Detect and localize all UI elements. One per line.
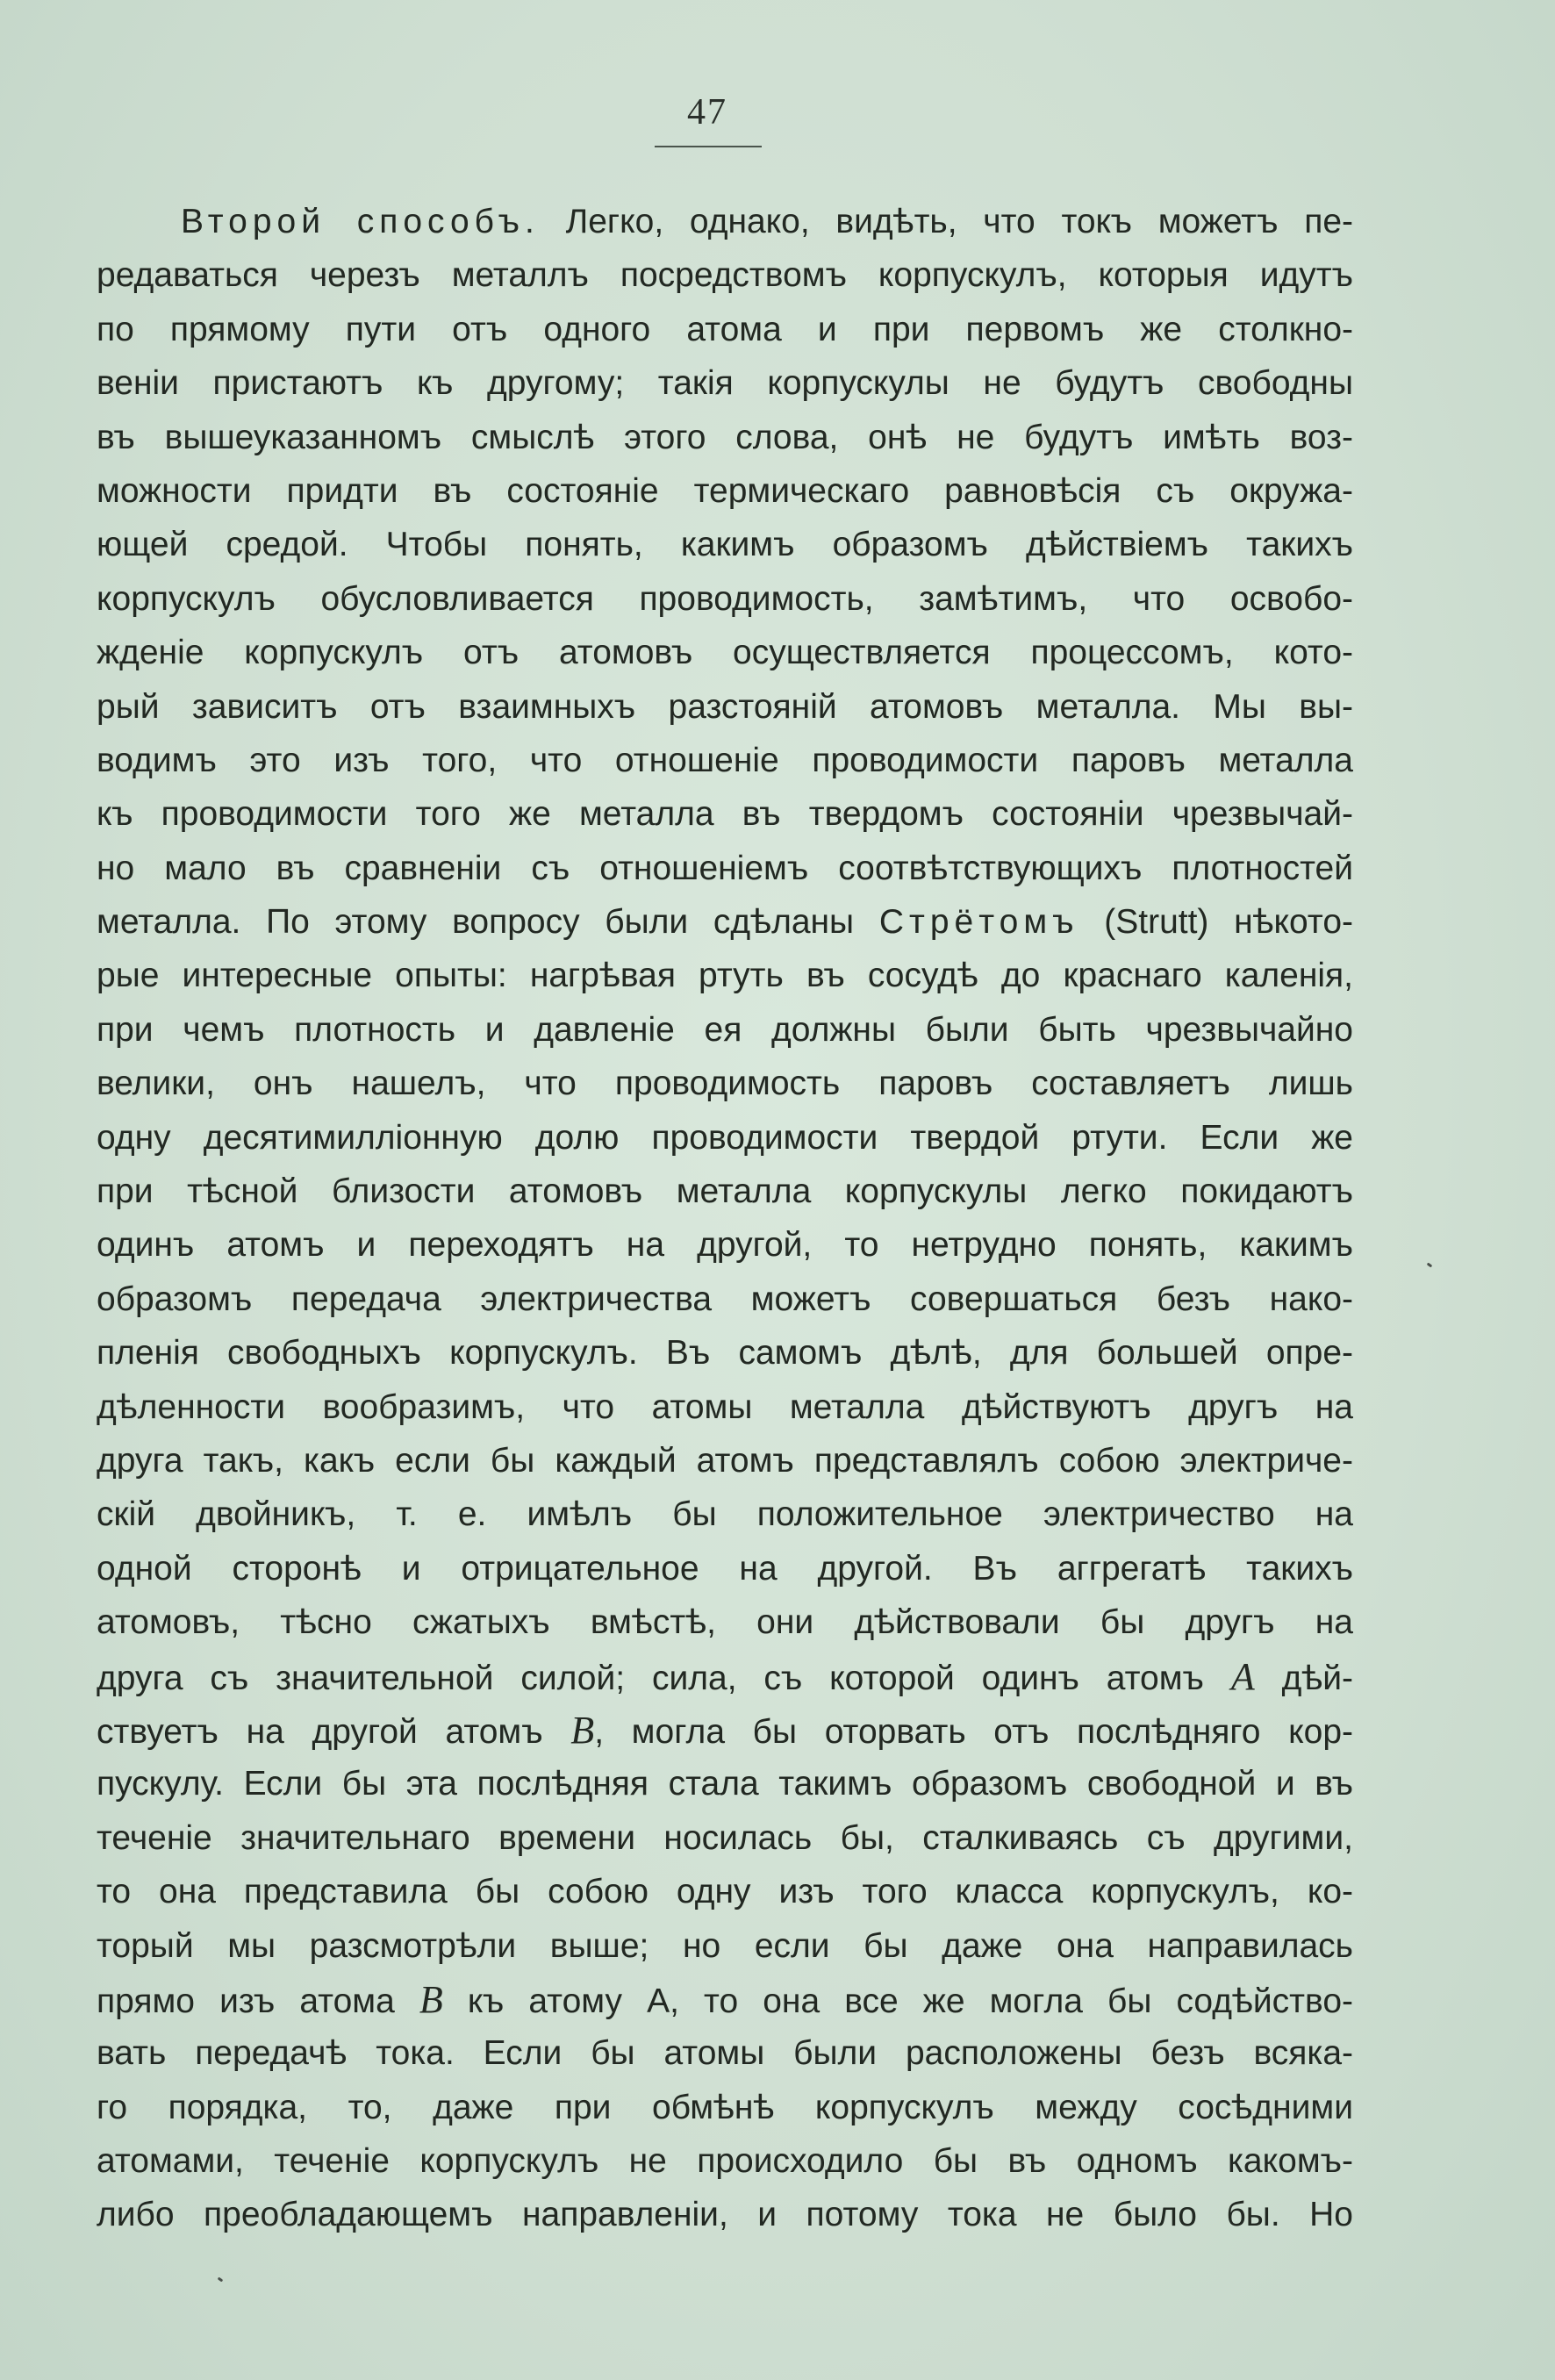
- text-run: жденіе корпускулъ отъ атомовъ осуществляется процессомъ, кото-: [97, 634, 1353, 672]
- text-line: [97, 1488, 1353, 1541]
- text-line: [97, 1542, 1353, 1595]
- text-line: [97, 1326, 1353, 1380]
- text-run: атомами, теченіе корпускулъ не происходило бы въ одномъ какомъ-: [97, 2142, 1353, 2181]
- text-line: [97, 734, 1353, 787]
- page-number: 47: [687, 92, 727, 133]
- text-line: [97, 2188, 1353, 2241]
- text-run: ствуетъ на другой атомъ: [97, 1712, 571, 1751]
- text-run: атомовъ, тѣсно сжатыхъ вмѣстѣ, они дѣйствовали бы другъ на: [97, 1603, 1353, 1642]
- text-run: веніи пристаютъ къ другому; такія корпускулы не будутъ свободны: [97, 364, 1353, 403]
- text-line: [97, 1380, 1353, 1434]
- text-run: друга съ значительной силой; сила, съ которой одинъ атомъ: [97, 1659, 1231, 1697]
- text-line: [97, 2081, 1353, 2134]
- text-line: [97, 248, 1353, 302]
- text-line: [97, 1111, 1353, 1165]
- text-run: одну десятимилліонную долю проводимости твердой ртути. Если же: [97, 1118, 1353, 1157]
- paper-speck: [218, 2277, 224, 2283]
- paper-speck: [1427, 1263, 1433, 1268]
- text-run: къ атому А, то она все же могла бы содѣйство-: [442, 1982, 1353, 2020]
- text-run: велики, онъ нашелъ, что проводимость паровъ составляетъ лишь: [97, 1065, 1353, 1103]
- text-line: [97, 303, 1353, 356]
- text-run: корпускулъ обусловливается проводимость, замѣтимъ, что освобо-: [97, 579, 1353, 618]
- text-line: [97, 787, 1353, 841]
- text-line: [97, 895, 1353, 949]
- text-line: [97, 1919, 1353, 1973]
- text-run: торый мы разсмотрѣли выше; но если бы даже она направилась: [97, 1926, 1353, 1965]
- text-run: по прямому пути отъ одного атома и при первомъ же столкно-: [97, 310, 1353, 348]
- text-run: пленія свободныхъ корпускулъ. Въ самомъ дѣлѣ, для большей опре-: [97, 1334, 1353, 1373]
- text-line: [97, 1165, 1353, 1218]
- text-run: къ проводимости того же металла въ твердомъ состояніи чрезвычай-: [97, 795, 1353, 834]
- text-line: [97, 842, 1353, 895]
- body-text: [97, 195, 1353, 2242]
- text-line: [97, 1272, 1353, 1326]
- text-run: (Strutt) нѣкото-: [1078, 903, 1353, 942]
- text-run: , могла бы оторвать отъ послѣдняго кор-: [594, 1712, 1353, 1751]
- text-line: [97, 680, 1353, 734]
- text-line: [97, 1973, 1353, 2026]
- text-line: [97, 572, 1353, 626]
- text-line: [97, 1811, 1353, 1865]
- text-run: въ вышеуказанномъ смыслѣ этого слова, онѣ не будутъ имѣть воз-: [97, 418, 1353, 456]
- text-line: [97, 2026, 1353, 2080]
- text-run: образомъ передача электричества можетъ совершаться безъ нако-: [97, 1280, 1353, 1318]
- text-run: ющей средой. Чтобы понять, какимъ образомъ дѣйствіемъ такихъ: [97, 526, 1353, 564]
- text-line: [97, 1650, 1353, 1703]
- text-line: [97, 1218, 1353, 1272]
- text-run: скій двойникъ, т. е. имѣлъ бы положительное электричество на: [97, 1495, 1353, 1534]
- italic-symbol: B: [419, 1977, 443, 2021]
- text-line: [97, 1595, 1353, 1649]
- text-run: друга такъ, какъ если бы каждый атомъ представлялъ собою электриче-: [97, 1441, 1353, 1480]
- text-run: Легко, однако, видѣть, что токъ можетъ пе-: [539, 203, 1353, 240]
- text-run: металла. По этому вопросу были сдѣланы: [97, 903, 879, 942]
- text-run: рый зависитъ отъ взаимныхъ разстояній атомовъ металла. Мы вы-: [97, 687, 1353, 726]
- text-run: го порядка, то, даже при обмѣнѣ корпускулъ между сосѣдними: [97, 2088, 1353, 2126]
- text-line: [97, 356, 1353, 410]
- text-line: [97, 1057, 1353, 1110]
- text-run: одинъ атомъ и переходятъ на другой, то нетрудно понять, какимъ: [97, 1226, 1353, 1265]
- text-run: редаваться черезъ металлъ посредствомъ корпускулъ, которыя идутъ: [97, 256, 1353, 295]
- text-run: прямо изъ атома: [97, 1982, 419, 2020]
- text-run: дѣленности вообразимъ, что атомы металла дѣйствуютъ другъ на: [97, 1387, 1353, 1426]
- text-run: одной сторонѣ и отрицательное на другой. Въ аггрегатѣ такихъ: [97, 1549, 1353, 1588]
- text-run: вать передачѣ тока. Если бы атомы были расположены безъ всяка-: [97, 2034, 1353, 2073]
- text-run: можности придти въ состояніе термическаго равновѣсія съ окружа-: [97, 471, 1353, 510]
- text-line: [97, 2134, 1353, 2188]
- spaced-text: Второй способъ.: [181, 203, 540, 240]
- text-line: [97, 1003, 1353, 1057]
- text-run: но мало въ сравненіи съ отношеніемъ соотвѣтствующихъ плотностей: [97, 849, 1353, 887]
- text-line: [97, 464, 1353, 518]
- text-line: [97, 195, 1353, 248]
- text-run: рые интересные опыты: нагрѣвая ртуть въ сосудѣ до краснаго каленія,: [97, 957, 1353, 995]
- text-run: при чемъ плотность и давленіе ея должны были быть чрезвычайно: [97, 1010, 1353, 1049]
- spaced-text: Стрётомъ: [878, 903, 1079, 942]
- italic-symbol: B: [570, 1708, 595, 1752]
- text-line: [97, 1757, 1353, 1810]
- italic-symbol: A: [1230, 1654, 1255, 1698]
- text-line: [97, 518, 1353, 571]
- text-run: теченіе значительнаго времени носилась бы, сталкиваясь съ другими,: [97, 1818, 1353, 1857]
- text-run: при тѣсной близости атомовъ металла корпускулы легко покидаютъ: [97, 1172, 1353, 1211]
- text-line: [97, 1865, 1353, 1918]
- text-line: [97, 411, 1353, 464]
- text-line: [97, 1434, 1353, 1488]
- text-run: то она представила бы собою одну изъ того класса корпускулъ, ко-: [97, 1873, 1353, 1911]
- page-number-rule: [655, 146, 762, 147]
- text-run: дѣй-: [1254, 1659, 1353, 1697]
- text-line: [97, 626, 1353, 679]
- text-run: водимъ это изъ того, что отношеніе проводимости паровъ металла: [97, 741, 1353, 779]
- text-run: пускулу. Если бы эта послѣдняя стала такимъ образомъ свободной и въ: [97, 1765, 1353, 1803]
- text-line: [97, 1703, 1353, 1757]
- text-line: [97, 949, 1353, 1002]
- text-run: либо преобладающемъ направленіи, и потому тока не было бы. Но: [97, 2196, 1353, 2234]
